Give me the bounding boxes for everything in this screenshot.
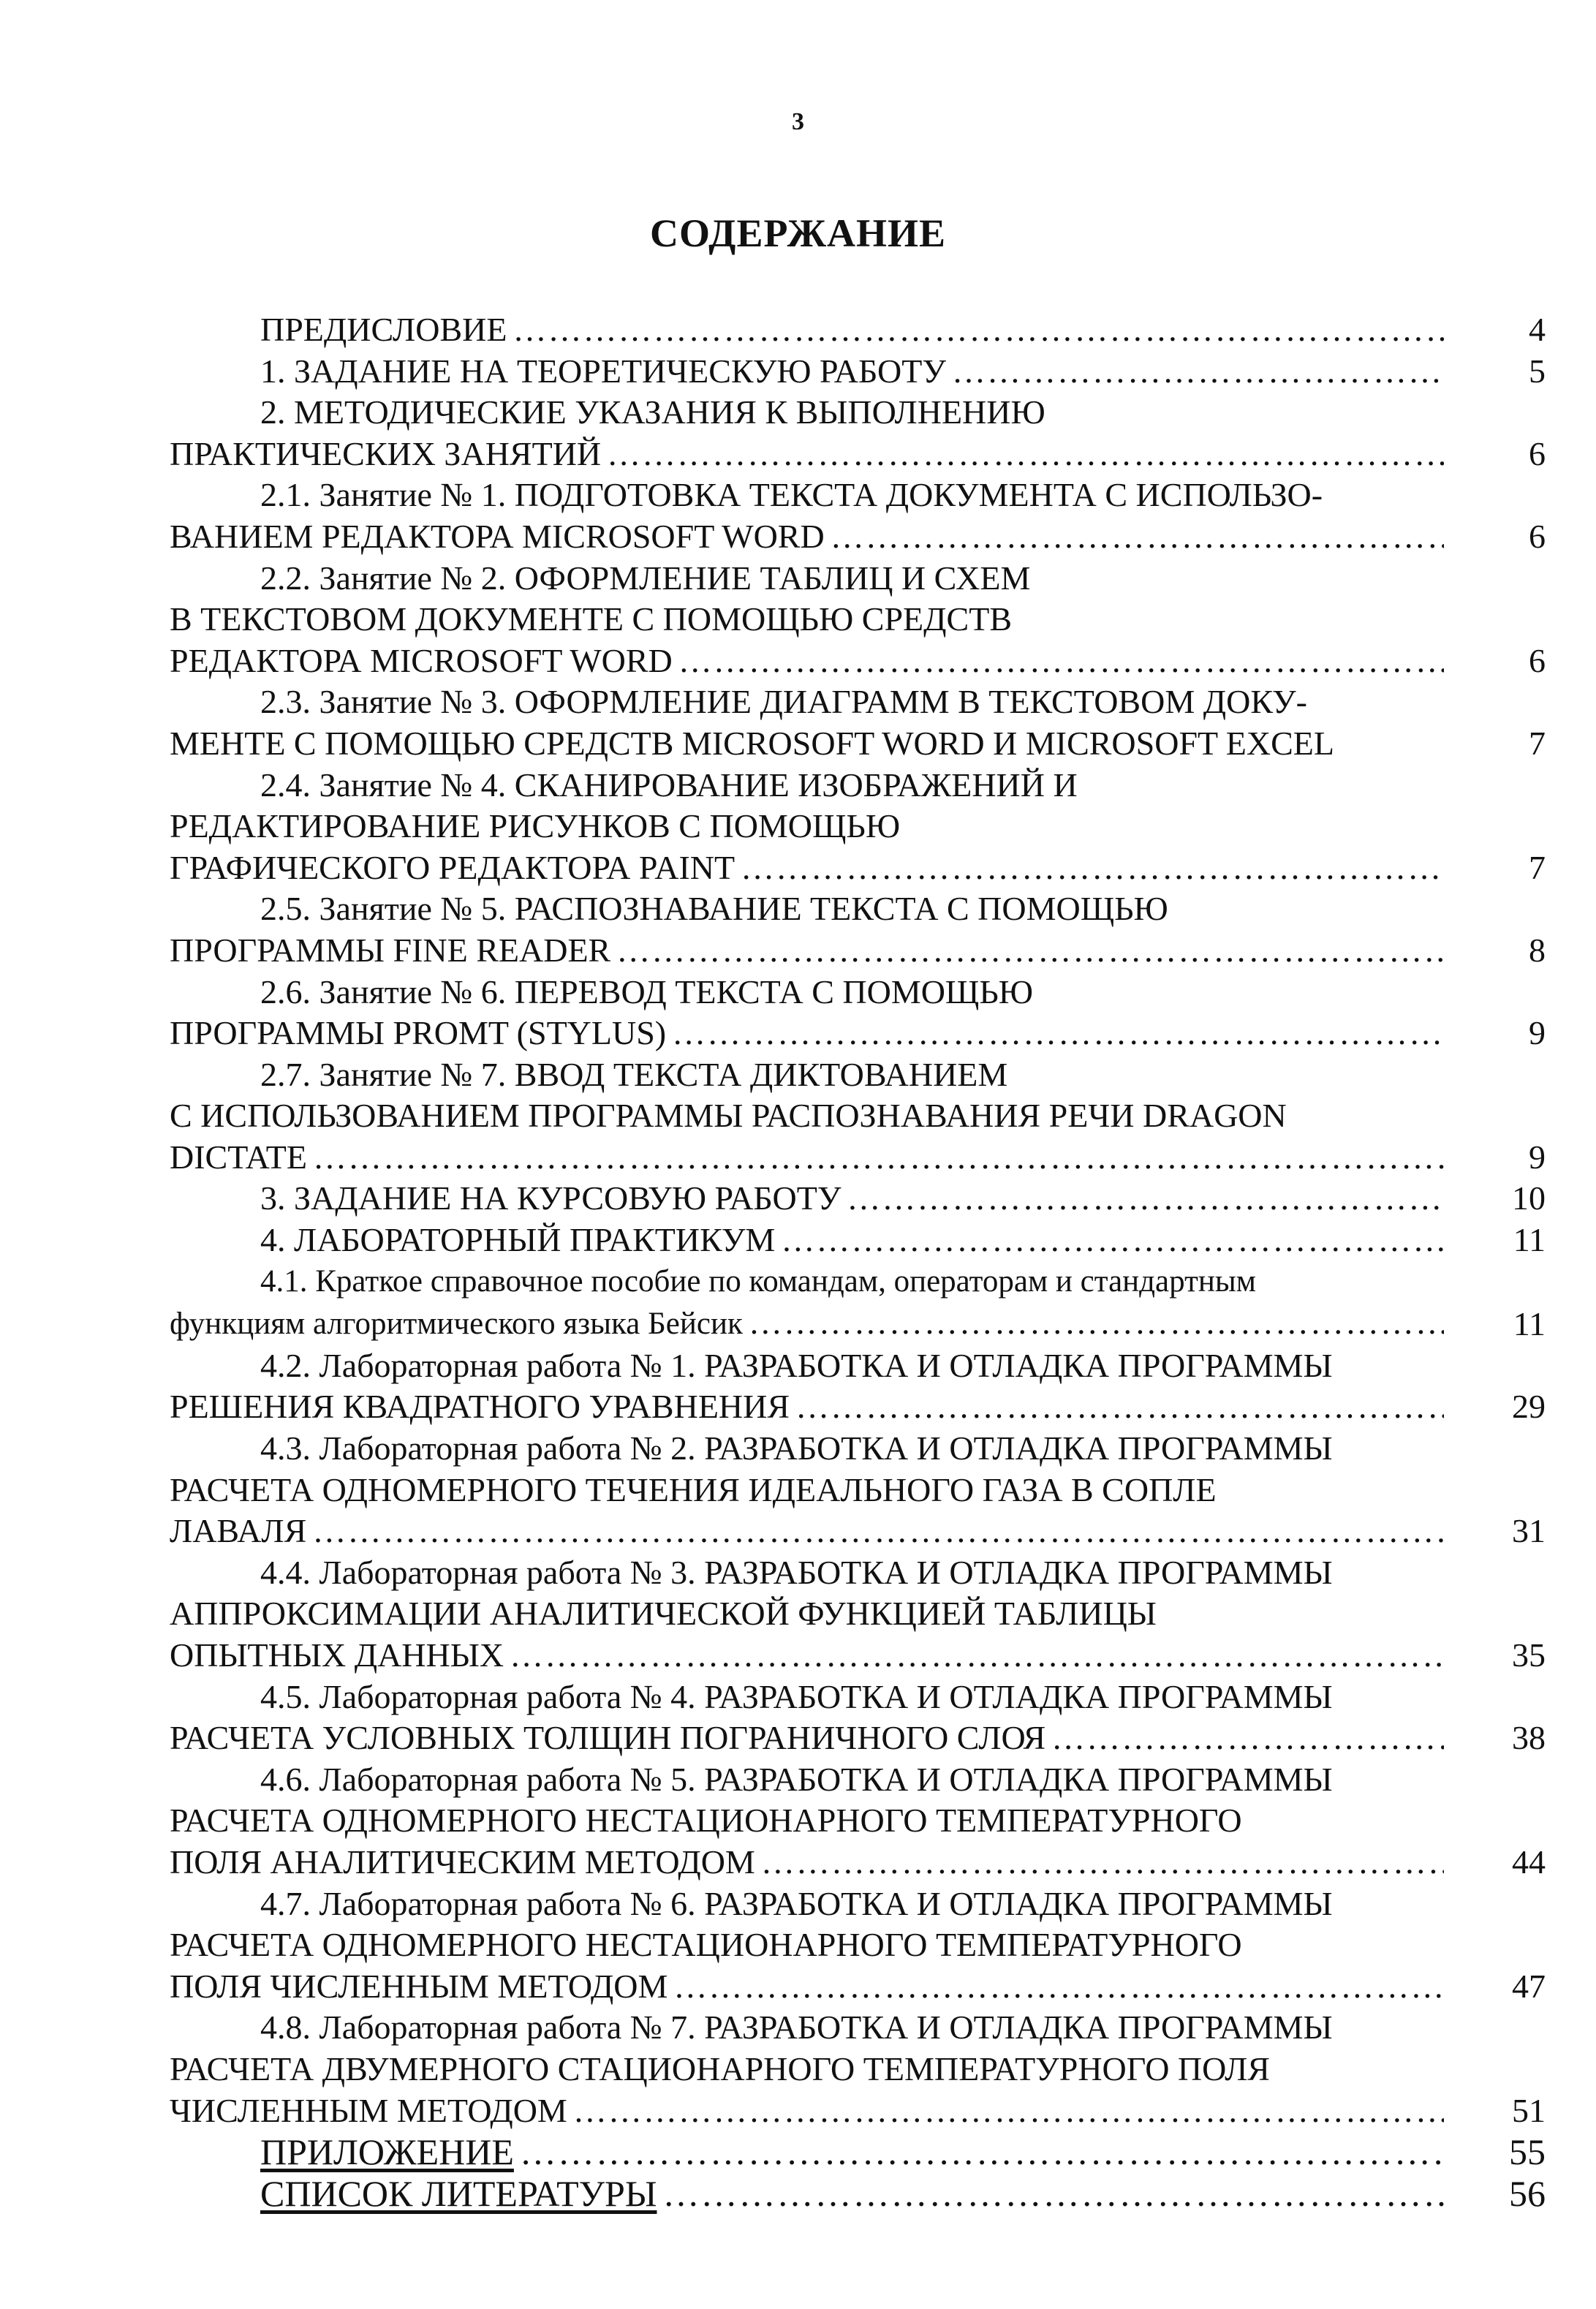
toc-entry-text: ПРОГРАММЫ PROMT (STYLUS) [170, 1014, 667, 1052]
toc-entry [170, 2131, 1559, 2173]
toc-leader-dots [952, 351, 1444, 393]
toc-entry-text: ПРОГРАММЫ FINE READER [170, 931, 611, 969]
toc-entry-last-line [170, 1842, 1444, 1883]
toc-entry-text: ЧИСЛЕННЫМ МЕТОДОМ [170, 2091, 567, 2129]
toc-entry-text: РАСЧЕТА ОДНОМЕРНОГО НЕСТАЦИОНАРНОГО ТЕМПЕРАТУРНОГО [170, 1802, 1242, 1840]
toc-entry-text: 2.4. Занятие № 4. СКАНИРОВАНИЕ ИЗОБРАЖЕНИЙ И [260, 766, 1078, 804]
toc-entry-text: ПРИЛОЖЕНИЕ [260, 2131, 514, 2173]
toc-entry [170, 888, 1559, 971]
toc-page-number: 6 [1529, 434, 1546, 472]
toc-page-number: 47 [1512, 1967, 1546, 2005]
toc-entry-text: ГРАФИЧЕСКОГО РЕДАКТОРА PAINT [170, 848, 735, 886]
toc-entry [170, 392, 1559, 475]
toc-entry-text: РЕШЕНИЯ КВАДРАТНОГО УРАВНЕНИЯ [170, 1388, 790, 1426]
toc-leader-dots [741, 847, 1444, 889]
toc-entry-text: СПИСОК ЛИТЕРАТУРЫ [260, 2172, 657, 2214]
toc-entry [170, 1220, 1559, 1261]
toc-leader-dots [573, 2090, 1444, 2132]
toc-page-number: 4 [1529, 311, 1546, 348]
toc-entry-last-line [170, 1302, 1444, 1345]
toc-page-number: 38 [1512, 1719, 1546, 1757]
toc-leader-dots [672, 1013, 1444, 1054]
toc-entry-text: АППРОКСИМАЦИИ АНАЛИТИЧЕСКОЙ ФУНКЦИЕЙ ТАБЛИЦЫ [170, 1595, 1157, 1633]
toc-entry [170, 1677, 1559, 1759]
toc-entry-text: ПРЕДИСЛОВИЕ [260, 311, 507, 348]
toc-entry-text: 1. ЗАДАНИЕ НА ТЕОРЕТИЧЕСКУЮ РАБОТУ [260, 352, 946, 390]
toc-entry-text: РАСЧЕТА ОДНОМЕРНОГО НЕСТАЦИОНАРНОГО ТЕМПЕРАТУРНОГО [170, 1926, 1242, 1964]
toc-leader-dots [510, 1635, 1444, 1677]
toc-page-number: 56 [1509, 2172, 1546, 2214]
toc-entry-last-line [170, 1220, 1444, 1261]
toc-entry-text: 2.3. Занятие № 3. ОФОРМЛЕНИЕ ДИАГРАММ В ТЕКСТОВОМ ДОКУ- [260, 683, 1307, 721]
toc-entry-last-line [170, 434, 1444, 475]
toc-entry-last-line [170, 847, 1444, 889]
toc-entry [170, 1345, 1559, 1428]
toc-entry-text: 2.7. Занятие № 7. ВВОД ТЕКСТА ДИКТОВАНИЕМ [260, 1055, 1008, 1093]
toc-entry-text: DICTATE [170, 1138, 307, 1176]
toc-leader-dots [616, 930, 1444, 972]
toc-entry-last-line [170, 1511, 1444, 1552]
toc-entry-text: 2. МЕТОДИЧЕСКИЕ УКАЗАНИЯ К ВЫПОЛНЕНИЮ [260, 393, 1045, 431]
toc-page-number: 9 [1529, 1014, 1546, 1052]
toc-entry [170, 1261, 1559, 1345]
toc-page-number: 9 [1529, 1138, 1546, 1176]
toc-entry-text: РАСЧЕТА ДВУМЕРНОГО СТАЦИОНАРНОГО ТЕМПЕРАТУРНОГО ПОЛЯ [170, 2049, 1270, 2087]
toc-entry [170, 2173, 1559, 2215]
toc-entry-text: 4.4. Лабораторная работа № 3. РАЗРАБОТКА И ОТЛАДКА ПРОГРАММЫ [260, 1553, 1333, 1591]
toc-entry-last-line [170, 1137, 1444, 1179]
toc-leader-dots [520, 2131, 1444, 2173]
toc-entry-text: ПОЛЯ ЧИСЛЕННЫМ МЕТОДОМ [170, 1967, 668, 2005]
toc-entry-text: 4.2. Лабораторная работа № 1. РАЗРАБОТКА И ОТЛАДКА ПРОГРАММЫ [260, 1346, 1333, 1384]
toc-entry-last-line [170, 930, 1444, 972]
toc-page-number: 8 [1529, 931, 1546, 969]
toc-entry [170, 972, 1559, 1054]
toc-leader-dots [749, 1302, 1444, 1344]
toc-page-number: 55 [1509, 2131, 1546, 2173]
toc-entry [170, 1428, 1559, 1552]
table-of-contents [170, 309, 1559, 2214]
toc-page-number: 31 [1512, 1512, 1546, 1550]
toc-entry-text: 2.2. Занятие № 2. ОФОРМЛЕНИЕ ТАБЛИЦ И СХЕМ [260, 559, 1031, 597]
toc-entry [170, 351, 1559, 393]
toc-entry-text: 4.7. Лабораторная работа № 6. РАЗРАБОТКА И ОТЛАДКА ПРОГРАММЫ [260, 1884, 1333, 1922]
toc-leader-dots [678, 640, 1444, 682]
toc-entry-last-line [170, 2131, 1444, 2173]
toc-entry-text: 4.6. Лабораторная работа № 5. РАЗРАБОТКА И ОТЛАДКА ПРОГРАММЫ [260, 1760, 1333, 1798]
toc-entry [170, 1552, 1559, 1677]
toc-entry-text: РЕДАКТИРОВАНИЕ РИСУНКОВ С ПОМОЩЬЮ [170, 807, 901, 845]
toc-entry-text: 3. ЗАДАНИЕ НА КУРСОВУЮ РАБОТУ [260, 1179, 842, 1217]
toc-page-number: 35 [1512, 1636, 1546, 1674]
toc-entry-text: 4.8. Лабораторная работа № 7. РАЗРАБОТКА И ОТЛАДКА ПРОГРАММЫ [260, 2008, 1333, 2047]
toc-entry-last-line [170, 1966, 1444, 2008]
toc-entry-text: В ТЕКСТОВОМ ДОКУМЕНТЕ С ПОМОЩЬЮ СРЕДСТВ [170, 600, 1012, 638]
toc-page-number: 10 [1512, 1179, 1546, 1217]
toc-entry-text: РАСЧЕТА УСЛОВНЫХ ТОЛЩИН ПОГРАНИЧНОГО СЛОЯ [170, 1719, 1046, 1757]
toc-entry-text: ЛАВАЛЯ [170, 1512, 307, 1550]
toc-entry-text: 4.3. Лабораторная работа № 2. РАЗРАБОТКА И ОТЛАДКА ПРОГРАММЫ [260, 1429, 1333, 1467]
toc-page-number: 29 [1512, 1388, 1546, 1426]
toc-entry-last-line [170, 1013, 1444, 1054]
toc-entry-text: 4. ЛАБОРАТОРНЫЙ ПРАКТИКУМ [260, 1221, 776, 1259]
toc-entry-text: 4.5. Лабораторная работа № 4. РАЗРАБОТКА И ОТЛАДКА ПРОГРАММЫ [260, 1677, 1333, 1715]
toc-page-number: 44 [1512, 1843, 1546, 1881]
toc-entry-text: МЕНТЕ С ПОМОЩЬЮ СРЕДСТВ MICROSOFT WORD И MICROSOFT EXCEL [170, 724, 1334, 762]
toc-entry [170, 2007, 1559, 2131]
toc-entry [170, 558, 1559, 682]
toc-entry-text: 2.6. Занятие № 6. ПЕРЕВОД ТЕКСТА С ПОМОЩЬЮ [260, 972, 1034, 1010]
toc-entry-text: ПОЛЯ АНАЛИТИЧЕСКИМ МЕТОДОМ [170, 1843, 755, 1881]
toc-entry-text: 4.1. Краткое справочное пособие по командам, операторам и стандартным [260, 1263, 1256, 1299]
toc-page-number: 7 [1529, 848, 1546, 886]
toc-leader-dots [795, 1386, 1444, 1428]
page-number: 3 [792, 108, 804, 135]
toc-entry [170, 1759, 1559, 1883]
toc-entry-text: 2.5. Занятие № 5. РАСПОЗНАВАНИЕ ТЕКСТА С ПОМОЩЬЮ [260, 890, 1168, 928]
toc-leader-dots [673, 1966, 1444, 2008]
toc-entry-last-line [170, 351, 1444, 393]
toc-page-number: 11 [1513, 1221, 1546, 1259]
toc-entry [170, 1178, 1559, 1220]
toc-entry [170, 681, 1559, 764]
toc-entry-text: С ИСПОЛЬЗОВАНИЕМ ПРОГРАММЫ РАСПОЗНАВАНИЯ РЕЧИ DRAGON [170, 1097, 1287, 1135]
toc-entry-text: РАСЧЕТА ОДНОМЕРНОГО ТЕЧЕНИЯ ИДЕАЛЬНОГО ГАЗА В СОПЛЕ [170, 1470, 1217, 1508]
toc-page-number: 6 [1529, 641, 1546, 679]
toc-leader-dots [607, 434, 1444, 475]
toc-entry [170, 1883, 1559, 2008]
toc-entry-last-line [170, 2090, 1444, 2132]
toc-entry-last-line [170, 2173, 1444, 2215]
toc-entry-last-line [170, 1386, 1444, 1428]
toc-page-number: 5 [1529, 352, 1546, 390]
toc-entry-last-line [170, 1635, 1444, 1677]
toc-entry [170, 765, 1559, 889]
toc-entry-last-line [170, 1717, 1444, 1759]
toc-entry-last-line [170, 516, 1444, 558]
toc-entry-text: ОПЫТНЫХ ДАННЫХ [170, 1636, 504, 1674]
toc-page-number: 6 [1529, 517, 1546, 555]
toc-leader-dots [761, 1842, 1444, 1883]
toc-entry-text: ВАНИЕМ РЕДАКТОРА MICROSOFT WORD [170, 517, 825, 555]
toc-entry-last-line [170, 1178, 1444, 1220]
toc-leader-dots [1051, 1717, 1444, 1759]
toc-entry [170, 309, 1559, 351]
toc-entry-last-line [170, 723, 1444, 765]
toc-entry-last-line [170, 640, 1444, 682]
toc-page-number: 51 [1512, 2091, 1546, 2129]
toc-entry-text: 2.1. Занятие № 1. ПОДГОТОВКА ТЕКСТА ДОКУМЕНТА С ИСПОЛЬЗО- [260, 476, 1323, 514]
toc-leader-dots [312, 1511, 1444, 1552]
toc-entry [170, 475, 1559, 557]
toc-page-number: 11 [1513, 1305, 1546, 1343]
toc-entry-last-line [170, 309, 1444, 351]
toc-entry-text: функциям алгоритмического языка Бейсик [170, 1307, 743, 1342]
toc-leader-dots [781, 1220, 1444, 1261]
toc-leader-dots [513, 309, 1444, 351]
toc-entry-text: ПРАКТИЧЕСКИХ ЗАНЯТИЙ [170, 434, 602, 472]
toc-leader-dots [662, 2173, 1444, 2215]
toc-entry-text: РЕДАКТОРА MICROSOFT WORD [170, 641, 673, 679]
toc-leader-dots [831, 516, 1444, 558]
toc-page-number: 7 [1529, 724, 1546, 762]
toc-entry [170, 1054, 1559, 1179]
toc-leader-dots [847, 1178, 1444, 1220]
toc-leader-dots [313, 1137, 1444, 1179]
page-title: СОДЕРЖАНИЕ [650, 211, 946, 255]
